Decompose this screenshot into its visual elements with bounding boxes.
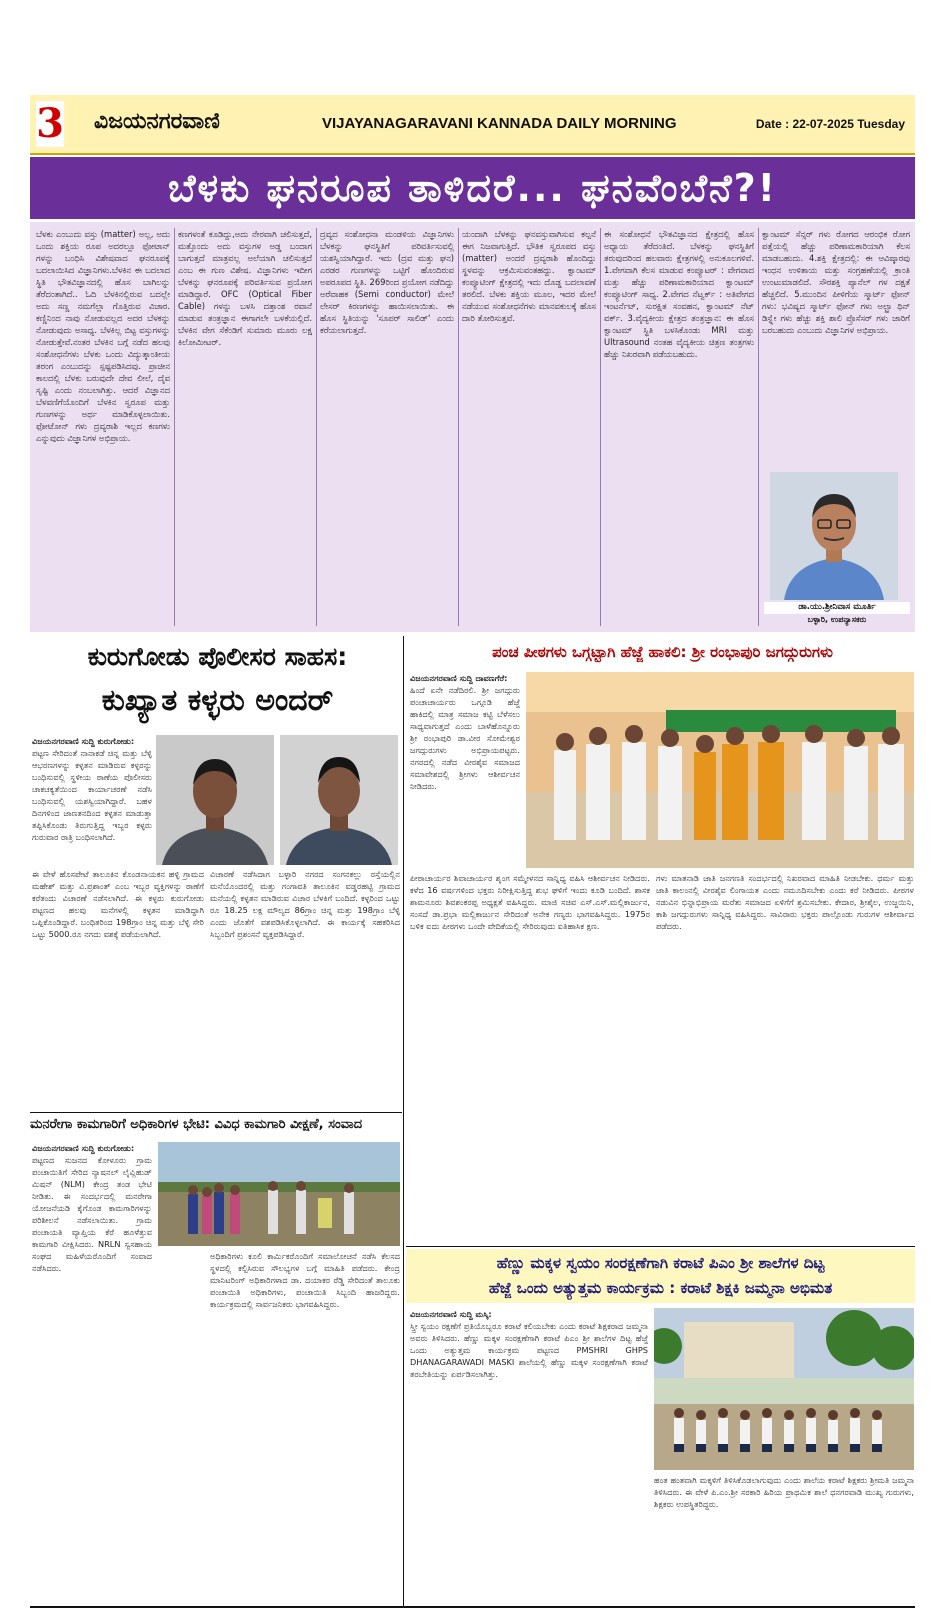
lead-column-6: ಕ್ವಾಂಟಮ್ ಸೆನ್ಸರ್ ಗಳು ರೋಗದ ಆರಂಭಿಕ ರೋಗ ಪತ್ತೆಯಲ್ಲಿ ಹೆಚ್ಚು ಪರಿಣಾಮಕಾರಿಯಾಗಿ ಕೆಲಸ ಮಾಡಬಹುದು. 4.ಶಕ್ತಿ ಕ್ಷೇತ್ರದಲ್ಲಿ: ಈ ಆವಿಷ್ಕಾರವು ಇಂಧನ ಉಳಿತಾಯ ಮತ್ತು ಸಂಗ್ರಹಣೆಯಲ್ಲಿ ಕ್ರಾಂತಿ ಉಂಟುಮಾಡಲಿದೆ. ಸೌರಶಕ್ತಿ ಪ್ಯಾನೆಲ್ ಗಳ ದಕ್ಷತೆ ಹೆಚ್ಚಲಿದೆ. 5.ಮುಂದಿನ ಪೀಳಿಗೆಯ ಸ್ಮಾರ್ಟ್ ಫೋನ್ ಗಳು: ಭವಿಷ್ಯದ ಸ್ಮಾರ್ಟ್ ಫೋನ್ ಗಳು ಅಲ್ಟ್ರಾ ಥಿನ್ ಡಿಸ್ಪ್ಲೇ ಗಳು ಹೆಚ್ಚು ಶಕ್ತಿ ಶಾಲಿ ಪ್ರೊಸೆಸರ್ ಗಳು ಜಾರಿಗೆ ಬರಬಹುದು ಎಂಬುದು ವಿಜ್ಞಾನಿಗಳ ಅಭಿಪ್ರಾಯ. — [762, 229, 910, 335]
lead-column-3: ದ್ರವ್ಯದ ಸಂಶೋಧನಾ ಮಂಡಳಿಯ ವಿಜ್ಞಾನಿಗಳು ಬೆಳಕನ್ನು ಘನಸ್ಥಿತಿಗೆ ಪರಿವರ್ತಿಸುವಲ್ಲಿ ಯಶಸ್ವಿಯಾಗಿದ್ದಾರೆ. ಇದು (ದ್ರವ ಮತ್ತು ಘನ) ಎರಡರ ಗುಣಗಳನ್ನು ಒಟ್ಟಿಗೆ ಹೊಂದಿರುವ ಅಪರೂಪದ ಸ್ಥಿತಿ. 269ರಿಂದ ಪ್ರಯೋಗ ನಡೆದಿದ್ದು ಅರೆವಾಹಕ (Semi conductor) ಮೇಲೆ ಲೇಸರ್ ಕಿರಣಗಳನ್ನು ಹಾಯಿಸಲಾಯಿತು. ಈ ಹೊಸ ಸ್ಥಿತಿಯನ್ನು 'ಸೂಪರ್ ಸಾಲಿಡ್' ಎಂದು ಕರೆಯಲಾಗುತ್ತದೆ. — [320, 229, 454, 335]
section-divider — [30, 1112, 402, 1113]
narega-body-mid: ಅಧಿಕಾರಿಗಳು ಕೂಲಿ ಕಾರ್ಮಿಕರೊಂದಿಗೆ ಸಮಾಲೋಚನೆ ನಡೆಸಿ ಕೆಲಸದ ಸ್ಥಳದಲ್ಲಿ ಕಲ್ಪಿಸಿರುವ ಸೌಲಭ್ಯಗಳ ಬಗ್ಗೆ ಮಾಹಿತಿ ಪಡೆದರು. ಕೇಂದ್ರ ಮಾನಿಟರಿಂಗ್ ಅಧಿಕಾರಿಗಳಾದ ಡಾ. ದಯಾಕರ ರೆಡ್ಡಿ ಸೇರಿದಂತೆ ತಾಲೂಕು ಪಂಚಾಯಿತಿ ಅಧಿಕಾರಿಗಳು, ಪಂಚಾಯಿತಿ ಸಿಬ್ಬಂದಿ ಹಾಜರಿದ್ದರು. ಕಾರ್ಯಕ್ರಮದಲ್ಲಿ ಸಾರ್ವಜನಿಕರು ಭಾಗವಹಿಸಿದ್ದರು. — [210, 1251, 400, 1309]
jagadguru-body-left: ಪೀಠಾಚಾರ್ಯರ ಶಿವಾಚಾರ್ಯರ ಶೃಂಗ ಸಮ್ಮೇಳನದ ಸಾನ್ನಿಧ್ಯ ವಹಿಸಿ ಆಶೀರ್ವಚನ ನೀಡಿದರು. ಕಳೆದ 16 ವರ್ಷಗಳಿಂದ ಭಕ್ತರು ನಿರೀಕ್ಷಿಸುತ್ತಿದ್ದ ಶುಭ ಘಳಿಗೆ ಇಂದು ಕೂಡಿ ಬಂದಿದೆ. ಶಾಸಕ ಶಾಮನೂರು ಶಿವಶಂಕರಪ್ಪ ಅಧ್ಯಕ್ಷತೆ ವಹಿಸಿದ್ದರು. ಮಾಜಿ ಸಚಿವ ಎಸ್.ಎಸ್.ಮಲ್ಲಿಕಾರ್ಜುನ, ಸಂಸದೆ ಡಾ.ಪ್ರಭಾ ಮಲ್ಲಿಕಾರ್ಜುನ ಸೇರಿದಂತೆ ಅನೇಕ ಗಣ್ಯರು ಭಾಗವಹಿಸಿದ್ದರು. 1975ರ ಬಳಿಕ ಐದು ಪೀಠಗಳು ಒಂದೇ ವೇದಿಕೆಯಲ್ಲಿ ಸೇರಿರುವುದು ಐತಿಹಾಸಿಕ ಕ್ಷಣ. — [410, 873, 650, 931]
lead-column-2: ಕಣಗಳಂತೆ ಕೂಡಿದ್ದು,ಅದು ನೇರವಾಗಿ ಚಲಿಸುತ್ತದೆ, ಮತ್ತೊಂದು ಅದು ವಸ್ತುಗಳ ಅಡ್ಡ ಬಂದಾಗ ಬಾಗುತ್ತದೆ ಮಾತ್ರವಲ್ಲ ಅಲೆಯಾಗಿ ಚಲಿಸುತ್ತದೆ ಎಂಬ ಈ ಗುಣ ವಿಶೇಷ. ವಿಜ್ಞಾನಿಗಳು ಇದೀಗ ಬೆಳಕನ್ನು ಘನರೂಪಕ್ಕೆ ಪರಿವರ್ತಿಸುವ ಪ್ರಯೋಗ ಮಾಡಿದ್ದಾರೆ. OFC (Optical Fiber Cable) ಗಳನ್ನು ಬಳಸಿ ದತ್ತಾಂಶ ರವಾನೆ ಮಾಡುವ ತಂತ್ರಜ್ಞಾನ ಈಗಾಗಲೇ ಬಳಕೆಯಲ್ಲಿದೆ. ಬೆಳಕಿನ ವೇಗ ಸೆಕೆಂಡಿಗೆ ಸುಮಾರು ಮೂರು ಲಕ್ಷ ಕಿಲೋಮೀಟರ್. — [178, 229, 312, 347]
police-body-right: ವಿಚಾರಣೆ ನಡೆಸಿದಾಗ ಬಳ್ಳಾರಿ ನಗರದ ಸಂಗನಕಲ್ಲು ರಸ್ತೆಯಲ್ಲಿನ ಮನೆಯೊಂದರಲ್ಲಿ ಮತ್ತು ಗಂಗಾವತಿ ತಾಲೂಕಿನ ವಡ್ಡರಹಟ್ಟಿ ಗ್ರಾಮದ ಮನೆಯಲ್ಲಿ ಕಳ್ಳತನ ಮಾಡಿರುವ ವಿಚಾರ ಬೆಳಕಿಗೆ ಬಂದಿದೆ. ಕಳ್ಳರಿಂದ ಒಟ್ಟು ರೂ 18.25 ಲಕ್ಷ ಮೌಲ್ಯದ 86ಗ್ರಾಂ ಚಿನ್ನ ಮತ್ತು 198ಗ್ರಾಂ ಬೆಳ್ಳಿ ಎಂದು ಜೊತೆಗೆ ವಶಪಡಿಸಿಕೊಳ್ಳಲಾಗಿದೆ. ಈ ಕಾರ್ಯಕ್ಕೆ ಸಹಕರಿಸಿದ ಸಿಬ್ಬಂದಿಗೆ ಪ್ರಶಂಸನೆ ವ್ಯಕ್ತಪಡಿಸಿದ್ದಾರೆ. — [210, 869, 400, 939]
masthead-title-kannada: ವಿಜಯನಗರವಾಣಿ — [94, 109, 220, 134]
karate-dateline: ವಿಜಯನಗರವಾಣಿ ಸುದ್ದಿ ಮಸ್ಕಿ: — [410, 1309, 492, 1319]
karate-body-top — [410, 1308, 648, 1606]
masthead-title-english: VIJAYANAGARAVANI KANNADA DAILY MORNING — [322, 115, 677, 132]
lead-story — [30, 222, 915, 632]
police-body-full: ಈ ವೇಳೆ ಹೊಸಪೇಟೆ ತಾಲೂಕಿನ ಕೊಂಡನಾಯಕನ ಹಳ್ಳಿ ಗ್ರಾಮದ ಮಹೇಶ್ ಮತ್ತು ವಿ.ಪ್ರಶಾಂತ್ ಎಂಬ ಇಬ್ಬರ ವ್ಯಕ್ತಿಗಳನ್ನು ಠಾಣೆಗೆ ಕರೆತಂದು ವಿಚಾರಣೆ ನಡೆಸಲಾಗಿದೆ. ಈ ಕಳ್ಳರು ಕುರುಗೋಡು ಪಟ್ಟಣದ ಹಲವು ಮನೆಗಳಲ್ಲಿ ಕಳ್ಳತನ ಮಾಡಿದ್ದಾಗಿ ಒಪ್ಪಿಕೊಂಡಿದ್ದಾರೆ. ಬಂಧಿತರಿಂದ 198ಗ್ರಾಂ ಚಿನ್ನ ಮತ್ತು ಬೆಳ್ಳಿ ಸೇರಿ ಒಟ್ಟು 5000.ರೂ ನಗದು ವಶಕ್ಕೆ ಪಡೆಯಲಾಗಿದೆ. — [32, 869, 204, 939]
suspect-photo-2 — [280, 735, 398, 865]
police-headline-line2: ಕುಖ್ಯಾತ ಕಳ್ಳರು ಅಂದರ್ — [101, 683, 334, 718]
column-divider — [174, 228, 175, 626]
column-divider — [403, 636, 404, 1606]
jagadguru-dateline: ವಿಜಯನಗರವಾಣಿ ಸುದ್ದಿ ದಾವಣಗೆರೆ: — [410, 673, 508, 683]
narega-body-left — [32, 1142, 152, 1610]
karate-headline-line1: ಹೆಣ್ಣು ಮಕ್ಕಳ ಸ್ವಯಂ ಸಂರಕ್ಷಣೆಗಾಗಿ ಕರಾಟೆ ಪಿಎಂ ಶ್ರೀ ಶಾಲೆಗಳ ದಿಟ್ಟ — [496, 1254, 825, 1272]
column-divider — [316, 228, 317, 626]
lead-headline: ಬೆಳಕು ಘನರೂಪ ತಾಳಿದರೆ... ಘನವೆಂಬೆನೆ?! — [30, 157, 915, 219]
jagadguru-headline: ಪಂಚ ಪೀಠಗಳು ಒಗ್ಗಟ್ಟಾಗಿ ಹೆಜ್ಜೆ ಹಾಕಲಿ: ಶ್ರೀ ರಂಭಾಪುರಿ ಜಗದ್ಗುರುಗಳು — [492, 643, 833, 661]
narega-dateline: ವಿಜಯನಗರವಾಣಿ ಸುದ್ದಿ ಕುರುಗೋಡು: — [32, 1143, 135, 1153]
police-headline-line1: ಕುರುಗೋಡು ಪೊಲೀಸರ ಸಾಹಸ: — [87, 642, 348, 671]
author-name: ಡಾ.ಯು.ಶ್ರೀನಿವಾಸ ಮೂರ್ತಿ — [764, 602, 910, 614]
narega-body-text: ಪಟ್ಟಣದ ಸುಜನದ ಕೋಳೂರು ಗ್ರಾಮ ಪಂಚಾಯಿತಿಗೆ ಸೇರಿದ ನ್ಯಾಷನಲ್ ಲೈವ್ಲಿಹುಡ್ ಮಿಷನ್ (NLM) ಕೇಂದ್ರ ತಂಡ ಭೇಟಿ ನೀಡಿತು. ಈ ಸಂದರ್ಭದಲ್ಲಿ ಮನರೇಗಾ ಯೋಜನೆಯಡಿ ಕೈಗೊಂಡ ಕಾಮಗಾರಿಗಳನ್ನು ಪರಿಶೀಲನೆ ನಡೆಸಲಾಯಿತು. ಗ್ರಾಮ ಪಂಚಾಯತಿ ವ್ಯಾಪ್ತಿಯ ಕೆರೆ ಹೂಳೆತ್ತುವ ಕಾಮಗಾರಿ ವೀಕ್ಷಿಸಿದರು. NRLN ಸ್ವಸಹಾಯ ಸಂಘದ ಮಹಿಳೆಯರೊಂದಿಗೆ ಸಂವಾದ ನಡೆಸಿದರು. — [32, 1155, 152, 1273]
narega-headline: ಮನರೇಗಾ ಕಾಮಗಾರಿಗೆ ಅಧಿಕಾರಿಗಳ ಭೇಟಿ: ವಿವಿಧ ಕಾಮಗಾರಿ ವೀಕ್ಷಣೆ, ಸಂವಾದ — [30, 1117, 363, 1132]
page-bottom-rule — [30, 1606, 915, 1608]
page-number: 3 — [36, 100, 64, 147]
column-divider — [458, 228, 459, 626]
masthead — [30, 95, 915, 155]
police-dateline: ವಿಜಯನಗರವಾಣಿ ಸುದ್ದಿ ಕುರುಗೋಡು: — [32, 736, 135, 746]
column-divider — [758, 228, 759, 626]
masthead-date: Date : 22-07-2025 Tuesday — [755, 117, 905, 131]
karate-headline-line2: ಹೆಜ್ಜೆ ಒಂದು ಅತ್ಯುತ್ತಮ ಕಾರ್ಯಕ್ರಮ : ಕರಾಟೆ ಶಿಕ್ಷಕಿ ಜಮ್ಮನಾ ಅಭಿಮತ — [488, 1279, 833, 1297]
lead-column-5: ಈ ಸಂಶೋಧನೆ ಭೌತವಿಜ್ಞಾನದ ಕ್ಷೇತ್ರದಲ್ಲಿ ಹೊಸ ಅಧ್ಯಾಯ ತೆರೆದಂತಿದೆ. ಬೆಳಕನ್ನು ಘನಸ್ಥಿತಿಗೆ ತರುವುದರಿಂದ ಹಲವಾರು ಕ್ಷೇತ್ರಗಳಲ್ಲಿ ಅನುಕೂಲಗಳಿವೆ. 1.ವೇಗವಾಗಿ ಕೆಲಸ ಮಾಡುವ ಕಂಪ್ಯೂಟರ್ : ವೇಗವಾದ ಮತ್ತು ಹೆಚ್ಚು ಪರಿಣಾಮಕಾರಿಯಾದ ಕ್ವಾಂಟಮ್ ಕಂಪ್ಯೂಟಿಂಗ್ ಸಾಧ್ಯ. 2.ವೇಗದ ನೆಟ್ವರ್ಕ್ : ಅತಿವೇಗದ ಇಂಟರ್ನೆಟ್, ಸುರಕ್ಷಿತ ಸಂವಹನ, ಕ್ವಾಂಟಮ್ ನೆಟ್ ವರ್ಕ್. 3.ವೈದ್ಯಕೀಯ ಕ್ಷೇತ್ರದ ತಂತ್ರಜ್ಞಾನ: ಈ ಹೊಸ ಕ್ವಾಂಟಮ್ ಸ್ಥಿತಿ ಬಳಸಿಕೊಂಡು MRI ಮತ್ತು Ultrasound ನಂತಹ ವೈದ್ಯಕೀಯ ಚಿತ್ರಣ ತಂತ್ರಗಳು ಹೆಚ್ಚು ನಿಖರವಾಗಿ ಪಡೆಯಬಹುದು. — [604, 229, 754, 359]
jagadguru-body-right: ಗಳು ಮಾತನಾಡಿ ಜಾತಿ ಜನಗಣತಿ ಸಂದರ್ಭದಲ್ಲಿ ನಿಖರವಾದ ಮಾಹಿತಿ ನೀಡಬೇಕು. ಧರ್ಮ ಮತ್ತು ಜಾತಿ ಕಾಲಂನಲ್ಲಿ ವೀರಶೈವ ಲಿಂಗಾಯತ ಎಂದು ನಮೂದಿಸಬೇಕು ಎಂದು ಕರೆ ನೀಡಿದರು. ಪೀಠಗಳ ನಡುವಿನ ಭಿನ್ನಾಭಿಪ್ರಾಯ ಮರೆತು ಸಮಾಜದ ಏಳಿಗೆಗೆ ಶ್ರಮಿಸಬೇಕು. ಕೇದಾರ, ಶ್ರೀಶೈಲ, ಉಜ್ಜಯಿನಿ, ಕಾಶಿ ಜಗದ್ಗುರುಗಳು ಸಾನ್ನಿಧ್ಯ ವಹಿಸಿದ್ದರು. ಸಾವಿರಾರು ಭಕ್ತರು ಪಾಲ್ಗೊಂಡು ಗುರುಗಳ ಆಶೀರ್ವಾದ ಪಡೆದರು. — [656, 873, 914, 931]
lead-column-4: ಯಂದಾಗಿ ಬೆಳಕನ್ನು ಘನವಸ್ತುವಾಗಿಸುವ ಕಲ್ಪನೆ ಈಗ ನಿಜವಾಗುತ್ತಿದೆ. ಭೌತಿಕ ಸ್ವರೂಪದ ವಸ್ತು (matter) ಅಂದರೆ ದ್ರವ್ಯರಾಶಿ ಹೊಂದಿದ್ದು ಸ್ಥಳವನ್ನು ಆಕ್ರಮಿಸುವಂತಹದ್ದು. ಕ್ವಾಂಟಮ್ ಕಂಪ್ಯೂಟಿಂಗ್ ಕ್ಷೇತ್ರದಲ್ಲಿ ಇದು ದೊಡ್ಡ ಬದಲಾವಣೆ ತರಲಿದೆ. ಬೆಳಕು ಶಕ್ತಿಯ ಮೂಲ, ಇದರ ಮೇಲೆ ನಡೆಯುವ ಸಂಶೋಧನೆಗಳು ಮಾನವಕುಲಕ್ಕೆ ಹೊಸ ದಾರಿ ತೋರಿಸುತ್ತವೆ. — [462, 229, 596, 323]
karate-photo — [654, 1308, 914, 1470]
section-divider — [406, 1246, 915, 1247]
column-divider — [600, 228, 601, 626]
karate-body-bottom: ಹಂತ ಹಂತವಾಗಿ ಮಕ್ಕಳಿಗೆ ತಿಳಿಸಿಕೊಡಲಾಗುವುದು ಎಂದು ಶಾಲೆಯ ಕರಾಟೆ ಶಿಕ್ಷಕರು ಶ್ರೀಮತಿ ಜಮ್ಮನಾ ತಿಳಿಸಿದರು. ಈ ವೇಳೆ ಪಿ.ಎಂ.ಶ್ರೀ ಸರಕಾರಿ ಹಿರಿಯ ಪ್ರಾಥಮಿಕ ಶಾಲೆ ಧನಗರವಾಡಿ ಮುಖ್ಯ ಗುರುಗಳು, ಶಿಕ್ಷಕರು ಉಪಸ್ಥಿತರಿದ್ದರು. — [654, 1475, 914, 1509]
lead-column-1: ಬೆಳಕು ಎಂಬುದು ವಸ್ತು (matter) ಅಲ್ಲ, ಅದು ಒಂದು ಶಕ್ತಿಯ ರೂಪ ಅದರಲ್ಲೂ ಫೋಟಾನ್ ಗಳನ್ನು ಬಂಧಿಸಿ ವಿಶೇಷವಾದ ಘನರೂಪಕ್ಕೆ ಬದಲಾಯಿಸಿದ ವಿಜ್ಞಾನಿಗಳು.ಬೆಳಕಿನ ಈ ಬದಲಾದ ಸ್ಥಿತಿ ಭೌತವಿಜ್ಞಾನದಲ್ಲಿ ಹೊಸ ಬಾಗಿಲನ್ನು ತೆರೆದಂತಾಗಿದೆ.. ಓದಿ ಬೆಳಕಿನಲ್ಲಿರುವ ಬದಲ್ಲೇ ಅದು ಸಣ್ಣ ನಮಗೆಲ್ಲಾ ಗೊತ್ತಿರುವ ವಿಚಾರ. ಕಣ್ಣಿನಿಂದ ನಾವು ನೋಡುವಲ್ಲದ ಅದರ ಬೆಳಕನ್ನು ನೋಡುವುದು ಅಸಾಧ್ಯ. ಬೆಳಕಿಲ್ಲ ಬಿಟ್ಟ ವಸ್ತುಗಳನ್ನು ನೋಡುತ್ತೇವೆ.ನಂತರ ಬೆಳಕಿನ ಬಗ್ಗೆ ನಡೆದ ಹಲವು ಸಂಶೋಧನೆಗಳು ಬೆಳಕು ಒಂದು ವಿದ್ಯುತ್ಕಾಂತೀಯ ತರಂಗ ಎಂಬುದನ್ನು ಸ್ಪಷ್ಟಪಡಿಸಿದವು. ಪ್ರಾಚೀನ ಕಾಲದಲ್ಲಿ ಬೆಳಕು ಬರುವುದೇ ದೇವ ಲೀಲೆ, ದೈವ ಸೃಷ್ಟಿ ಎಂದು ನಂಬಲಾಗಿತ್ತು. ಆದರೆ ವಿಜ್ಞಾನದ ಬೆಳವಣಿಗೆಯೊಂದಿಗೆ ಬೆಳಕಿನ ಸ್ವರೂಪ ಮತ್ತು ಗುಣಗಳನ್ನು ಅರ್ಥ ಮಾಡಿಕೊಳ್ಳಲಾಯಿತು. ಫೋಟೋನ್ ಗಳು ದ್ರವ್ಯರಾಶಿ ಇಲ್ಲದ ಕಣಗಳು ಎನ್ನುವುದು ವಿಜ್ಞಾನಿಗಳ ಅಭಿಪ್ರಾಯ. — [36, 229, 170, 443]
jagadguru-body-text: ಹಿಂದೆ ಏನೇ ನಡೆದಿರಲಿ. ಶ್ರೀ ಜಗದ್ಗುರು ಪಂಚಾಚಾರ್ಯರು ಒಗ್ಗೂಡಿ ಹೆಜ್ಜೆ ಹಾಕಿದಲ್ಲಿ ಮಾತ್ರ ಸಮಾಜ ಕಟ್ಟಿ ಬೆಳೆಸಲು ಸಾಧ್ಯವಾಗುತ್ತದೆ ಎಂದು ಬಾಳೆಹೊನ್ನೂರು ಶ್ರೀ ರಂಭಾಪುರಿ ಡಾ.ವೀರ ಸೋಮೇಶ್ವರ ಜಗದ್ಗುರುಗಳು ಅಭಿಪ್ರಾಯಪಟ್ಟರು. ನಗರದಲ್ಲಿ ನಡೆದ ವೀರಶೈವ ಸಮಾಜದ ಸಮಾವೇಶದಲ್ಲಿ ಶ್ರೀಗಳು ಆಶೀರ್ವಚನ ನೀಡಿದರು. — [410, 685, 520, 791]
police-body-text: ಪಟ್ಟಣ ಸೇರಿದಂತೆ ನಾನಾಕಡೆ ಚಿನ್ನ ಮತ್ತು ಬೆಳ್ಳಿ ಆಭರಣಗಳನ್ನು ಕಳ್ಳತನ ಮಾಡಿರುವ ಕಳ್ಳರನ್ನು ಬಂಧಿಸುವಲ್ಲಿ ಸ್ಥಳೀಯ ಠಾಣೆಯ ಪೊಲೀಸರು ಚಾಕಚಕ್ಯತೆಯಿಂದ ಕಾರ್ಯಾಚರಣೆ ನಡೆಸಿ ಬಂಧಿಸುವಲ್ಲಿ ಯಶಸ್ವಿಯಾಗಿದ್ದಾರೆ. ಬಹಳ ದಿನಗಳಿಂದ ಜಾಣತನದಿಂದ ಕಳ್ಳತನ ಮಾಡುತ್ತಾ ತಪ್ಪಿಸಿಕೊಂಡು ತಿರುಗುತ್ತಿದ್ದ ಇಬ್ಬರ ಕಳ್ಳರು ಗುರುವಾರ ರಾತ್ರಿ ಬಂಧಿಸಲಾಗಿದೆ. — [32, 748, 152, 842]
author-photo — [770, 472, 898, 600]
author-designation: ಬಳ್ಳಾರಿ, ಉಪನ್ಯಾಸಕರು — [807, 615, 867, 624]
karate-body-text: ಸ್ತ್ರೀ ಸ್ವಯಂ ರಕ್ಷಣೆಗೆ ಪ್ರತಿಯೊಬ್ಬರೂ ಕರಾಟೆ ಕಲಿಯಬೇಕು ಎಂದು ಕರಾಟೆ ಶಿಕ್ಷಕರಾದ ಜಮ್ಮನಾ ಅವರು ತಿಳಿಸಿದರು. ಹೆಣ್ಣು ಮಕ್ಕಳ ಸಂರಕ್ಷಣೆಗಾಗಿ ಕರಾಟೆ ಪಿಎಂ ಶ್ರೀ ಶಾಲೆಗಳ ದಿಟ್ಟ ಹೆಜ್ಜೆ ಒಂದು ಅತ್ಯುತ್ತಮ ಕಾರ್ಯಕ್ರಮ ಪಟ್ಟಣದ PMSHRI GHPS DHANAGARAWADI MASKI ಶಾಲೆಯಲ್ಲಿ ಹೆಣ್ಣು ಮಕ್ಕಳ ಸಂರಕ್ಷಣೆಗಾಗಿ ಕರಾಟೆ ತರಬೇತಿಯನ್ನು ಏರ್ಪಡಿಸಲಾಗಿತ್ತು. — [410, 1321, 648, 1379]
jagadguru-photo — [526, 672, 914, 868]
narega-photo — [158, 1142, 400, 1246]
jagadguru-body-top — [410, 672, 520, 867]
police-body-left — [32, 735, 152, 865]
suspect-photo-1 — [156, 735, 274, 865]
